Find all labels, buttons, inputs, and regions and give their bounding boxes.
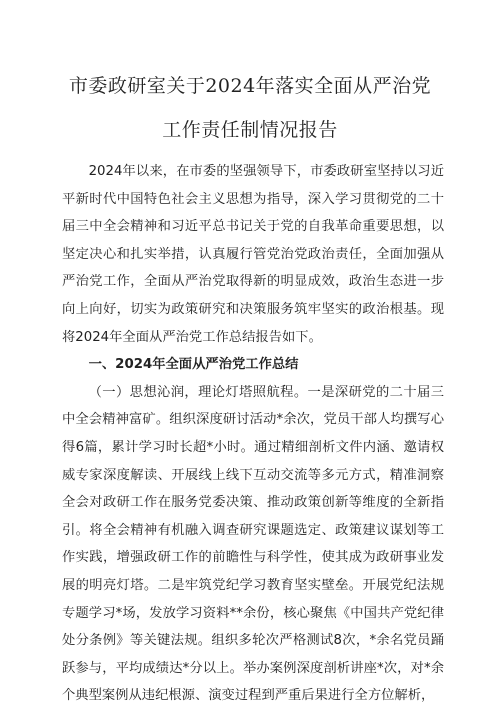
section-heading-1: 一、2024年全面从严治党工作总结 (88, 357, 299, 373)
document-title-line-1: 市委政研室关于2024年落实全面从严治党 (68, 75, 432, 97)
section-1-paragraph: （一）思想沁润，理论灯塔照航程。一是深研党的二十届三中全会精神富矿。组织深度研讨活动*余次，党员干部人均撰写心得6篇，累计学习时长超*小时。通过精细剖析文件内涵、邀请权威专家深度解读、开展线上线下互动交流等多元方式，精准洞察全会对政研工作在服务党委决策、推动政策创新等维度的全新指引。将全会精神有机融入调查研究课题选定、政策建议谋划等工作实践，增强政研工作的前瞻性与科学性，使其成为政研事业发展的明亮灯塔。二是牢筑党纪学习教育坚实壁垒。开展党纪法规专题学习*场，发放学习资料**余份，核心聚焦《中国共产党纪律处分条例》等关键法规。组织多轮次严格测试8次，*余名党员踊跃参与，平均成绩达*分以上。举办案例深度剖析讲座*次，对*余个典型案例从违纪根源、演变过程到严重后果进行全方位解析， (62, 384, 444, 704)
intro-paragraph: 2024年以来，在市委的坚强领导下，市委政研室坚持以习近平新时代中国特色社会主义思想为指导，深入学习贯彻党的二十届三中全会精神和习近平总书记关于党的自我革命重要思想，以坚定决心和扎实举措，认真履行管党治党政治责任，全面加强从严治党工作，全面从严治党取得新的明显成效，政治生态进一步向上向好，切实为政策研究和决策服务筑牢坚实的政治根基。现将2024年全面从严治党工作总结报告如下。 (62, 164, 444, 345)
document-title-line-2: 工作责任制情况报告 (162, 119, 338, 141)
document-body (62, 158, 444, 710)
